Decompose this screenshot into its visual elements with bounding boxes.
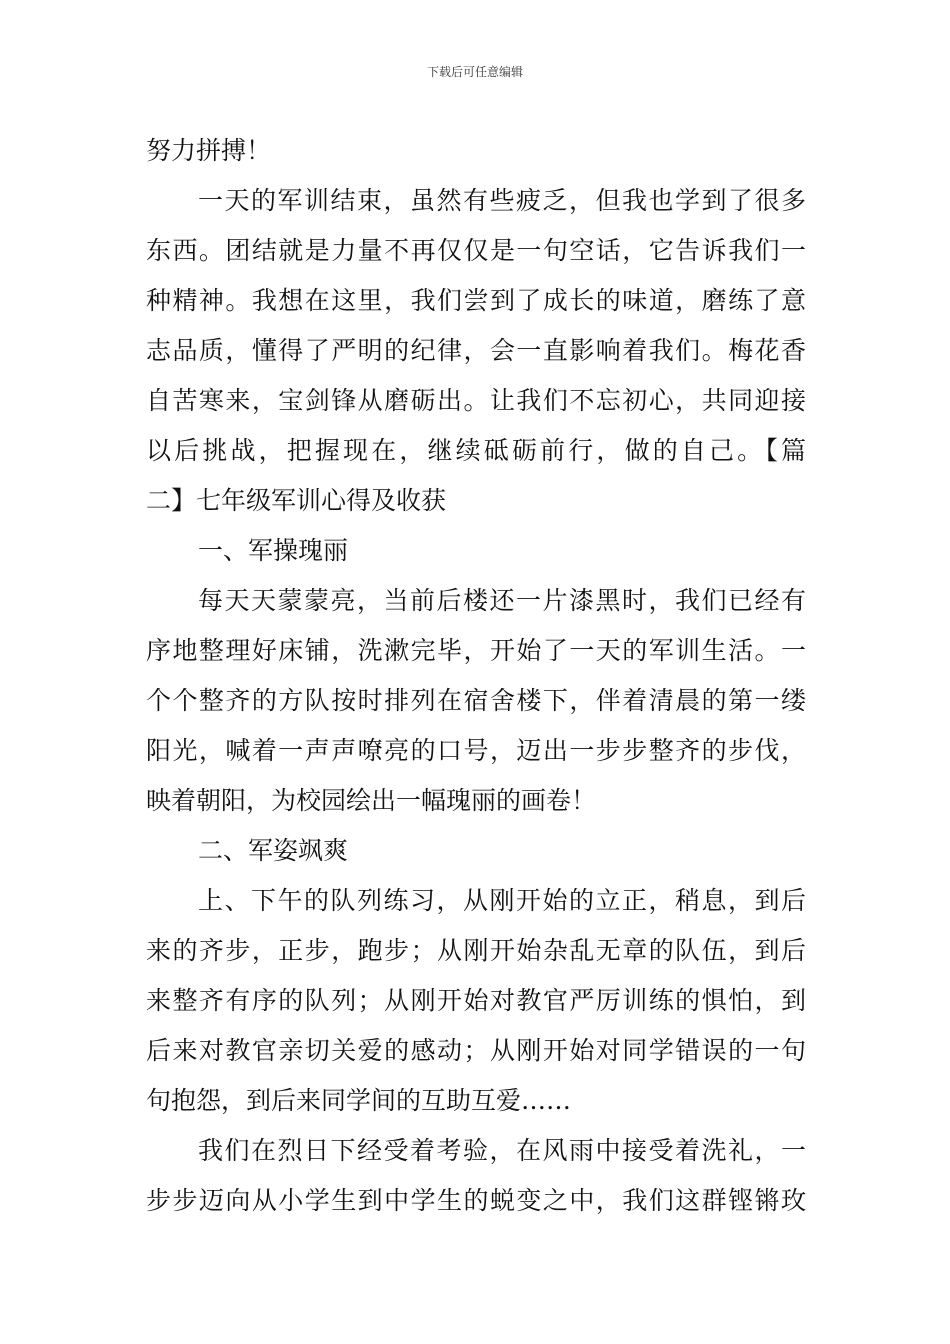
text-line: 志品质，懂得了严明的纪律，会一直影响着我们。梅花香 bbox=[146, 336, 806, 365]
text-line: 努力拼搏！ bbox=[146, 136, 272, 165]
text-line: 来的齐步，正步，跑步；从刚开始杂乱无章的队伍，到后 bbox=[146, 936, 806, 965]
text-line: 种精神。我想在这里，我们尝到了成长的味道，磨练了意 bbox=[146, 286, 806, 315]
text-line: 阳光，喊着一声声嘹亮的口号，迈出一步步整齐的步伐， bbox=[146, 736, 806, 765]
text-line: 以后挑战，把握现在，继续砥砺前行，做的自己。【篇 bbox=[146, 436, 806, 465]
text-line: 东西。团结就是力量不再仅仅是一句空话，它告诉我们一 bbox=[146, 236, 806, 265]
text-line: 后来对教官亲切关爱的感动；从刚开始对同学错误的一句 bbox=[146, 1036, 806, 1065]
page-header-note: 下载后可任意编辑 bbox=[426, 65, 523, 79]
section-title-line: 二】七年级军训心得及收获 bbox=[146, 486, 447, 515]
text-line: 序地整理好床铺，洗漱完毕，开始了一天的军训生活。一 bbox=[146, 636, 806, 665]
paragraph-start-line: 我们在烈日下经受着考验，在风雨中接受着洗礼，一 bbox=[198, 1136, 806, 1165]
text-line: 映着朝阳，为校园绘出一幅瑰丽的画卷！ bbox=[146, 786, 597, 815]
text-line: 个个整齐的方队按时排列在宿舍楼下，伴着清晨的第一缕 bbox=[146, 686, 806, 715]
text-line: 句抱怨，到后来同学间的互助互爱…… bbox=[146, 1086, 572, 1115]
text-line: 来整齐有序的队列；从刚开始对教官严厉训练的惧怕，到 bbox=[146, 986, 806, 1015]
text-line: 步步迈向从小学生到中学生的蜕变之中，我们这群铿锵玫 bbox=[146, 1186, 806, 1215]
subheading-military-drill: 一、军操瑰丽 bbox=[198, 536, 349, 565]
document-body bbox=[146, 126, 806, 1226]
text-line: 自苦寒来，宝剑锋从磨砺出。让我们不忘初心，共同迎接 bbox=[146, 386, 806, 415]
paragraph-start-line: 每天天蒙蒙亮，当前后楼还一片漆黑时，我们已经有 bbox=[198, 586, 806, 615]
paragraph-start-line: 上、下午的队列练习，从刚开始的立正，稍息，到后 bbox=[198, 886, 806, 915]
subheading-military-posture: 二、军姿飒爽 bbox=[198, 836, 349, 865]
paragraph-start-line: 一天的军训结束，虽然有些疲乏，但我也学到了很多 bbox=[198, 186, 806, 215]
